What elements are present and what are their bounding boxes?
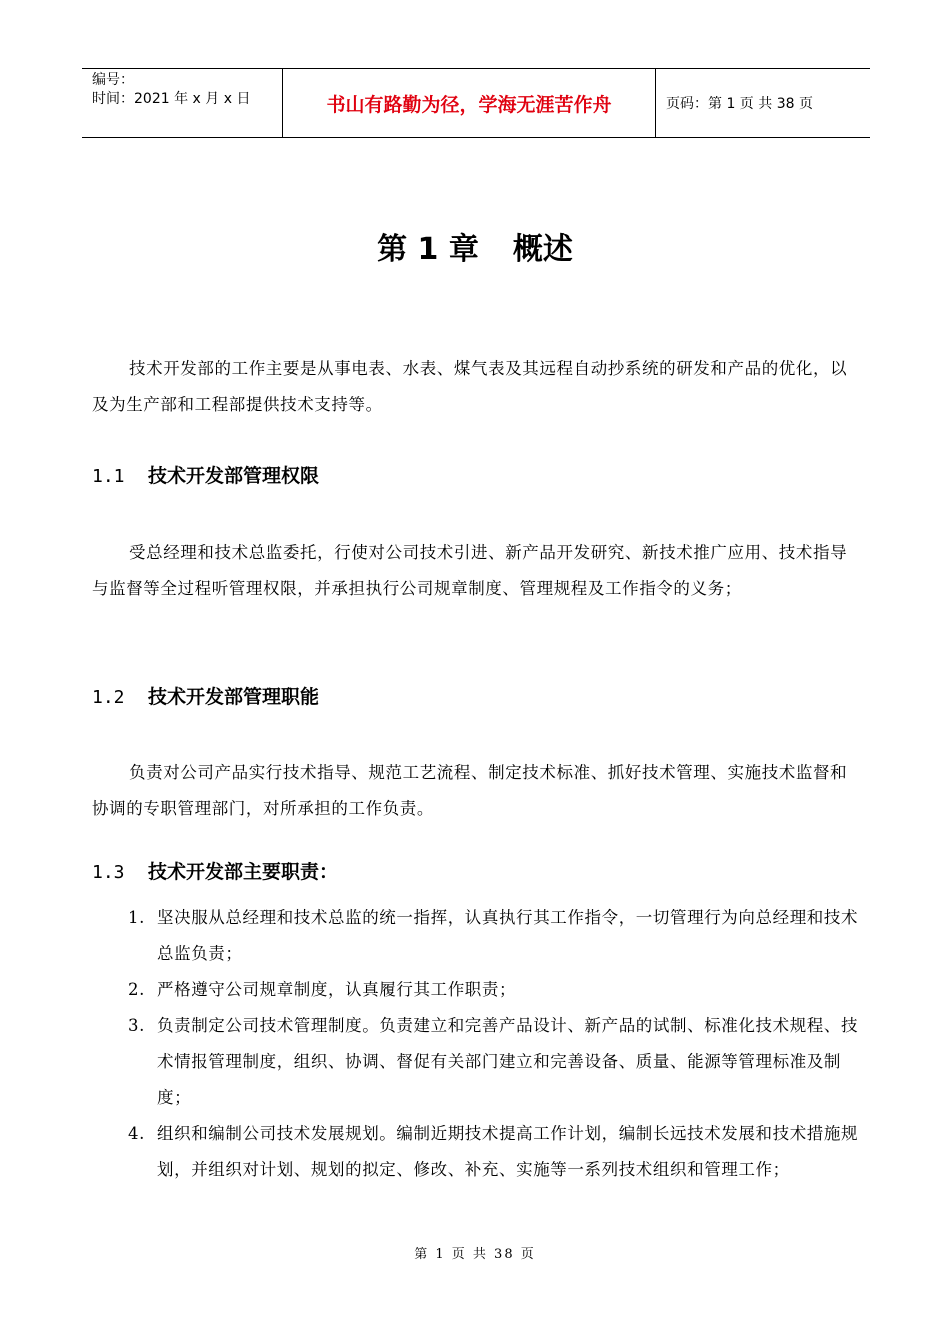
list-item-text: 组织和编制公司技术发展规划。编制近期技术提高工作计划，编制长远技术发展和技术措施规划，并组织对计划、规划的拟定、修改、补充、实施等一系列技术组织和管理工作； [157,1124,859,1179]
list-item-index: 2. [128,980,145,999]
duties-list [128,900,860,1188]
section-number: 1.2 [92,687,125,708]
list-item-index: 3. [128,1016,145,1035]
section-number: 1.1 [92,466,125,487]
section-title: 技术开发部管理职能 [148,686,320,708]
section-heading [92,461,319,488]
section-paragraph: 负责对公司产品实行技术指导、规范工艺流程、制定技术标准、抓好技术管理、实施技术监督和协调的专职管理部门，对所承担的工作负责。 [92,763,848,818]
list-item-index: 4. [128,1124,145,1143]
list-item [128,900,860,972]
page-footer: 第 1 页 共 38 页 [414,1247,536,1262]
section-number: 1.3 [92,862,125,883]
list-item [128,972,860,1008]
chapter-name: 概述 [512,232,573,267]
chapter-title [0,224,950,268]
section-title: 技术开发部管理权限 [148,465,320,487]
header-page-info: 页码：第 1 页 共 38 页 [666,96,813,112]
header-motto: 书山有路勤为径，学海无涯苦作舟 [283,69,656,137]
list-item-text: 负责制定公司技术管理制度。负责建立和完善产品设计、新产品的试制、标准化技术规程、技术情报管理制度，组织、协调、督促有关部门建立和完善设备、质量、能源等管理标准及制度； [157,1016,859,1107]
list-item-text: 坚决服从总经理和技术总监的统一指挥，认真执行其工作指令，一切管理行为向总经理和技术总监负责； [157,908,859,963]
list-item [128,1008,860,1116]
serial-label: 编号： [92,72,134,88]
section-heading [92,682,319,709]
list-item-index: 1. [128,908,145,927]
document-header [82,68,870,138]
chapter-number: 第 1 章 [377,232,479,267]
list-item [128,1116,860,1188]
header-meta-cell [82,69,283,137]
time-label: 时间：2021 年 x 月 x 日 [92,91,251,107]
intro-paragraph: 技术开发部的工作主要是从事电表、水表、煤气表及其远程自动抄系统的研发和产品的优化，以及为生产部和工程部提供技术支持等。 [92,359,848,414]
section-heading [92,857,338,884]
section-title: 技术开发部主要职责： [148,861,339,883]
section-paragraph: 受总经理和技术总监委托，行使对公司技术引进、新产品开发研究、新技术推广应用、技术指导与监督等全过程听管理权限，并承担执行公司规章制度、管理规程及工作指令的义务； [92,543,848,598]
list-item-text: 严格遵守公司规章制度，认真履行其工作职责； [157,980,517,999]
